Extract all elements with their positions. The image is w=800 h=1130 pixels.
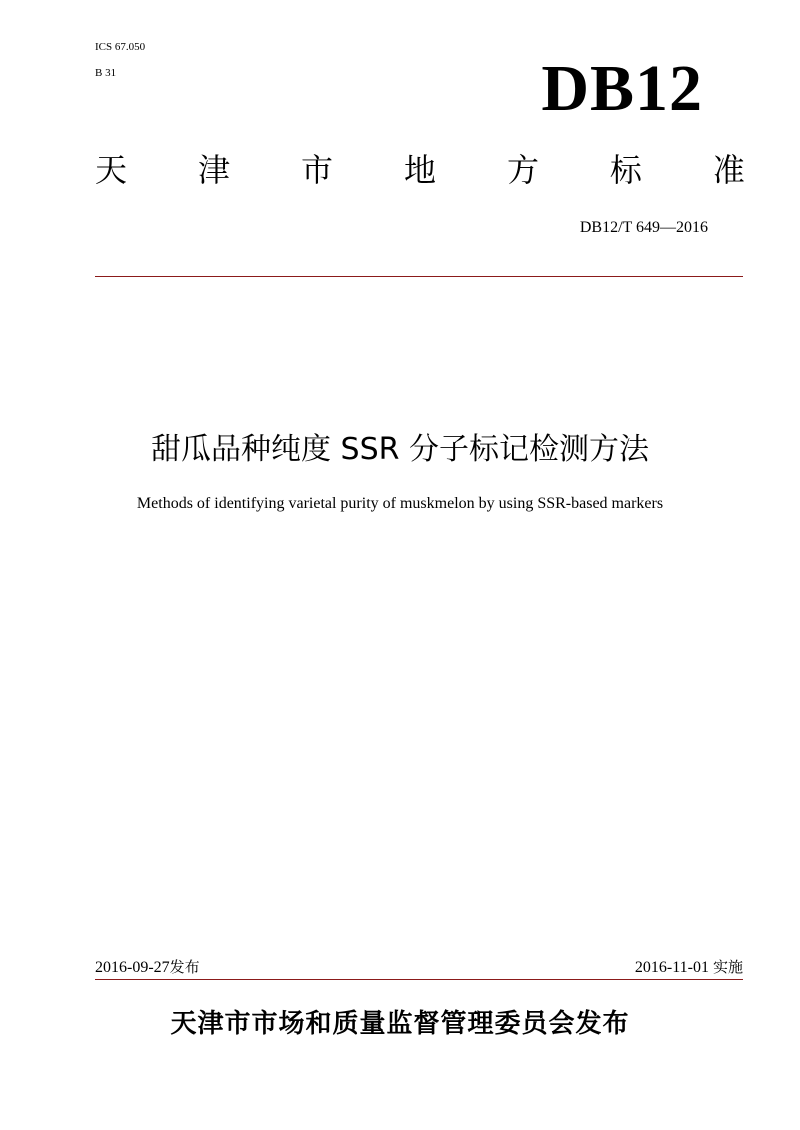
standard-type-char: 地 bbox=[403, 151, 436, 189]
standard-type-char: 标 bbox=[609, 151, 642, 189]
title-chinese: 甜瓜品种纯度 SSR 分子标记检测方法 bbox=[150, 432, 649, 467]
title-english: Methods of identifying varietal purity of muskmelon by using SSR-based markers bbox=[136, 495, 664, 512]
implementation-date-value: 2016-11-01 bbox=[634, 959, 709, 976]
footer-divider bbox=[95, 979, 743, 980]
header-divider bbox=[95, 276, 743, 277]
issuing-authority: 天津市市场和质量监督管理委员会发布 bbox=[170, 1009, 630, 1039]
standard-type-char: 天 bbox=[95, 151, 128, 189]
implementation-date-label: 实施 bbox=[712, 958, 743, 976]
standard-code: DB12 bbox=[541, 52, 703, 125]
issue-date bbox=[95, 956, 200, 979]
standard-type-char: 津 bbox=[197, 151, 230, 189]
issue-date-label: 发布 bbox=[169, 958, 200, 976]
standard-type-char: 市 bbox=[300, 151, 333, 189]
standard-number: DB12/T 649—2016 bbox=[579, 219, 708, 236]
issue-date-value: 2016-09-27 bbox=[95, 959, 170, 976]
implementation-date bbox=[540, 956, 743, 979]
standard-type-char: 方 bbox=[506, 151, 539, 189]
ccs-code: B 31 bbox=[95, 67, 117, 79]
standard-type-char: 准 bbox=[712, 151, 745, 189]
ics-code: ICS 67.050 bbox=[95, 41, 146, 53]
standard-type-heading bbox=[95, 145, 745, 195]
